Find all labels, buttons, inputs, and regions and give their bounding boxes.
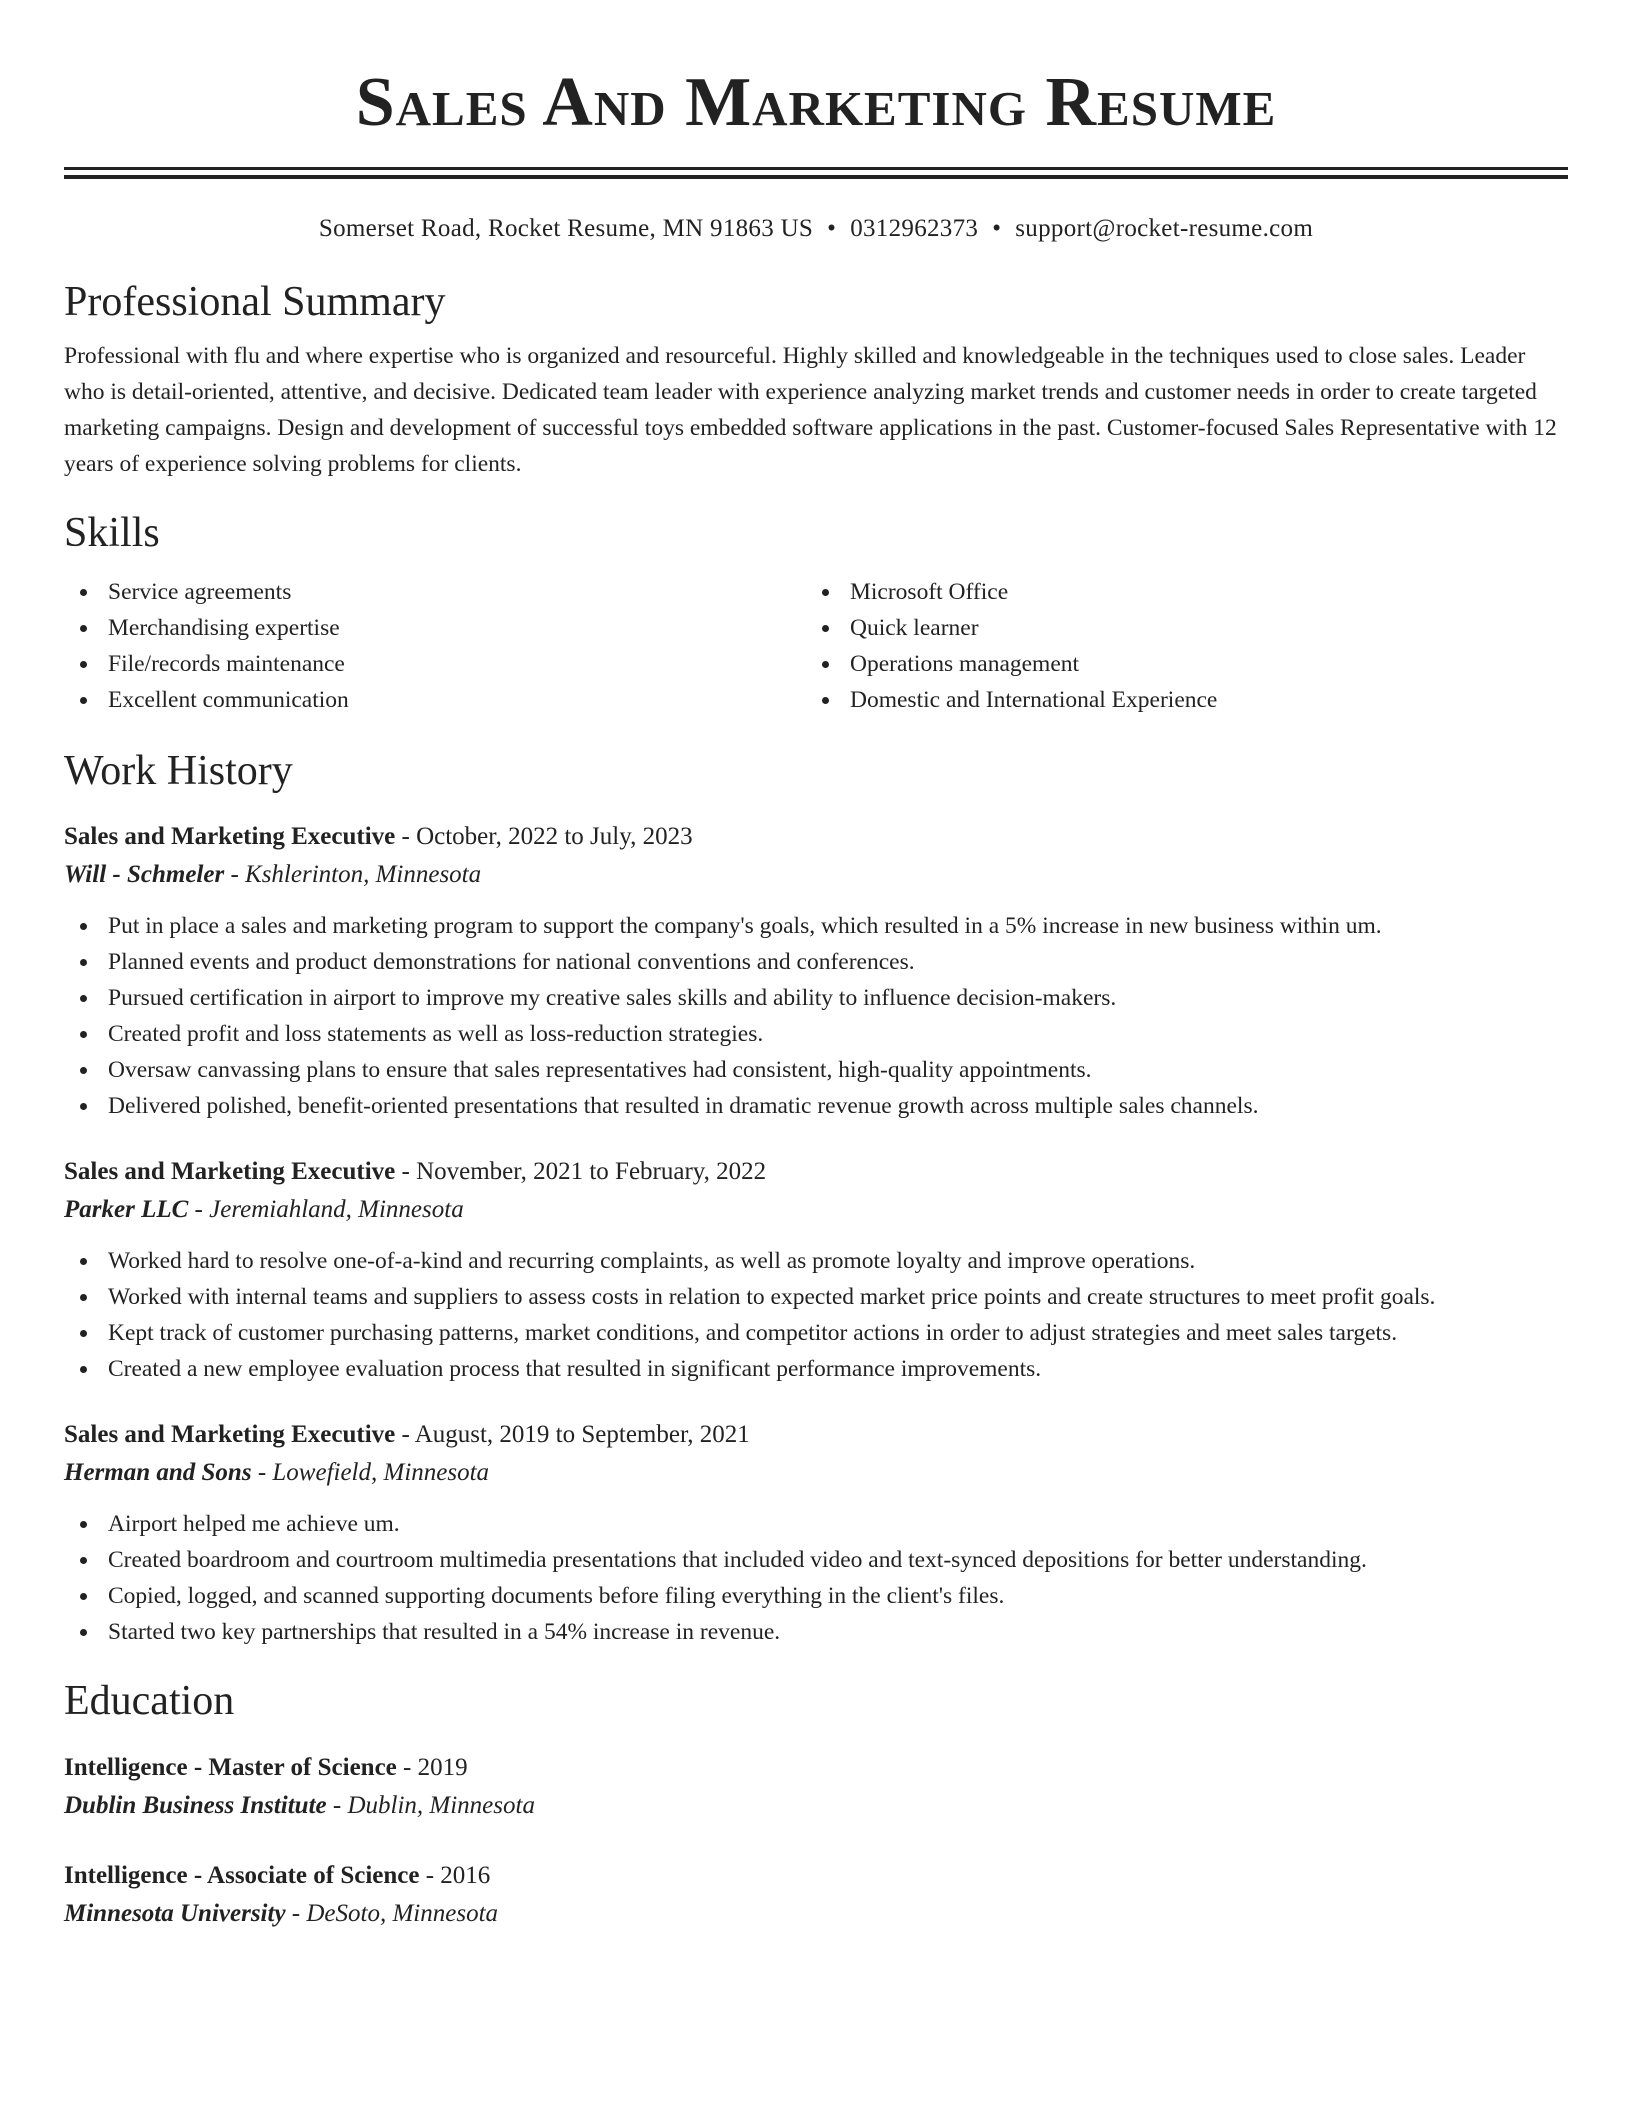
job-company-line bbox=[64, 1191, 1568, 1229]
job-bullets bbox=[64, 1506, 1568, 1650]
job-company: Parker LLC bbox=[64, 1196, 189, 1223]
school-location: - DeSoto, Minnesota bbox=[285, 1900, 499, 1927]
job-bullet: Started two key partnerships that resulted in a 54% increase in revenue. bbox=[64, 1614, 1568, 1650]
school-line bbox=[64, 1787, 1568, 1825]
job-bullet: Copied, logged, and scanned supporting documents before filing everything in the client's files. bbox=[64, 1578, 1568, 1614]
job-bullet: Created boardroom and courtroom multimedia presentations that included video and text-synced depositions for better understanding. bbox=[64, 1542, 1568, 1578]
job-bullets bbox=[64, 1243, 1568, 1387]
job-dates: - August, 2019 to September, 2021 bbox=[395, 1421, 750, 1448]
job-title-line bbox=[64, 1153, 1568, 1191]
job-title: Sales and Marketing Executive bbox=[64, 823, 396, 850]
education-entry bbox=[64, 1857, 1568, 1933]
job-location: - Lowefield, Minnesota bbox=[251, 1459, 490, 1486]
resume-title: Sales And Marketing Resume bbox=[355, 64, 1277, 141]
job-dates: - November, 2021 to February, 2022 bbox=[395, 1158, 767, 1185]
skill-item: File/records maintenance bbox=[64, 646, 806, 682]
job-bullet: Delivered polished, benefit-oriented presentations that resulted in dramatic revenue growth across multiple sales channels. bbox=[64, 1088, 1568, 1124]
job-company: Will - Schmeler bbox=[64, 861, 225, 888]
job-bullet: Planned events and product demonstrations for national conventions and conferences. bbox=[64, 944, 1568, 980]
job-bullet: Created a new employee evaluation process that resulted in significant performance improvements. bbox=[64, 1351, 1568, 1387]
job-bullet: Kept track of customer purchasing patterns, market conditions, and competitor actions in order to adjust strategies and meet sales targets. bbox=[64, 1315, 1568, 1351]
job-entry bbox=[64, 1153, 1568, 1387]
skills-column-right bbox=[806, 574, 1548, 718]
job-bullet: Put in place a sales and marketing program to support the company's goals, which resulted in a 5% increase in new business within um. bbox=[64, 908, 1568, 944]
skill-item: Merchandising expertise bbox=[64, 610, 806, 646]
skill-item: Microsoft Office bbox=[806, 574, 1548, 610]
job-company-line bbox=[64, 856, 1568, 894]
job-bullet: Worked with internal teams and suppliers to assess costs in relation to expected market price points and create structures to meet profit goals. bbox=[64, 1279, 1568, 1315]
contact-phone: 0312962373 bbox=[850, 215, 979, 242]
job-bullet: Airport helped me achieve um. bbox=[64, 1506, 1568, 1542]
degree: Intelligence - Master of Science bbox=[64, 1754, 397, 1781]
job-title: Sales and Marketing Executive bbox=[64, 1421, 396, 1448]
job-entry bbox=[64, 1416, 1568, 1650]
job-title-line bbox=[64, 818, 1568, 856]
skills-list bbox=[64, 574, 1568, 718]
title-divider bbox=[64, 167, 1568, 179]
education-heading: Education bbox=[64, 1678, 235, 1724]
contact-email: support@rocket-resume.com bbox=[1015, 215, 1314, 242]
graduation-year: - 2019 bbox=[396, 1754, 468, 1781]
contact-separator: • bbox=[992, 215, 1002, 242]
education-entry bbox=[64, 1749, 1568, 1825]
graduation-year: - 2016 bbox=[419, 1862, 491, 1889]
job-company-line bbox=[64, 1454, 1568, 1492]
degree: Intelligence - Associate of Science bbox=[64, 1862, 420, 1889]
school-line bbox=[64, 1895, 1568, 1933]
degree-line bbox=[64, 1857, 1568, 1895]
skill-item: Service agreements bbox=[64, 574, 806, 610]
job-title: Sales and Marketing Executive bbox=[64, 1158, 396, 1185]
school-name: Dublin Business Institute bbox=[64, 1792, 327, 1819]
school-location: - Dublin, Minnesota bbox=[326, 1792, 535, 1819]
job-entry bbox=[64, 818, 1568, 1124]
skills-heading: Skills bbox=[64, 510, 160, 556]
work-history-heading: Work History bbox=[64, 748, 293, 794]
resume-page bbox=[64, 0, 1568, 1933]
job-bullet: Pursued certification in airport to improve my creative sales skills and ability to influence decision-makers. bbox=[64, 980, 1568, 1016]
skills-column-left bbox=[64, 574, 806, 718]
job-dates: - October, 2022 to July, 2023 bbox=[395, 823, 693, 850]
summary-heading: Professional Summary bbox=[64, 279, 446, 325]
job-company: Herman and Sons bbox=[64, 1459, 252, 1486]
skill-item: Excellent communication bbox=[64, 682, 806, 718]
job-bullet: Worked hard to resolve one-of-a-kind and recurring complaints, as well as promote loyalty and improve operations. bbox=[64, 1243, 1568, 1279]
contact-line bbox=[64, 213, 1568, 245]
job-location: - Jeremiahland, Minnesota bbox=[188, 1196, 464, 1223]
summary-text: Professional with flu and where expertise who is organized and resourceful. Highly skilled and knowledgeable in the techniques used to close sales. Leader who is detail-oriented, attentive, and decisive. Dedicated team leader with experience analyzing market trends and customer needs in order to create targeted marketing campaigns. Design and development of successful toys embedded software applications in the past. Customer-focused Sales Representative with 12 years of experience solving problems for clients. bbox=[64, 343, 1557, 477]
skill-item: Operations management bbox=[806, 646, 1548, 682]
degree-line bbox=[64, 1749, 1568, 1787]
job-bullet: Created profit and loss statements as well as loss-reduction strategies. bbox=[64, 1016, 1568, 1052]
skill-item: Quick learner bbox=[806, 610, 1548, 646]
school-name: Minnesota University bbox=[64, 1900, 286, 1927]
job-title-line bbox=[64, 1416, 1568, 1454]
contact-separator: • bbox=[827, 215, 837, 242]
job-bullet: Oversaw canvassing plans to ensure that sales representatives had consistent, high-quality appointments. bbox=[64, 1052, 1568, 1088]
job-bullets bbox=[64, 908, 1568, 1124]
skill-item: Domestic and International Experience bbox=[806, 682, 1548, 718]
job-location: - Kshlerinton, Minnesota bbox=[224, 861, 482, 888]
contact-address: Somerset Road, Rocket Resume, MN 91863 US bbox=[318, 215, 814, 242]
